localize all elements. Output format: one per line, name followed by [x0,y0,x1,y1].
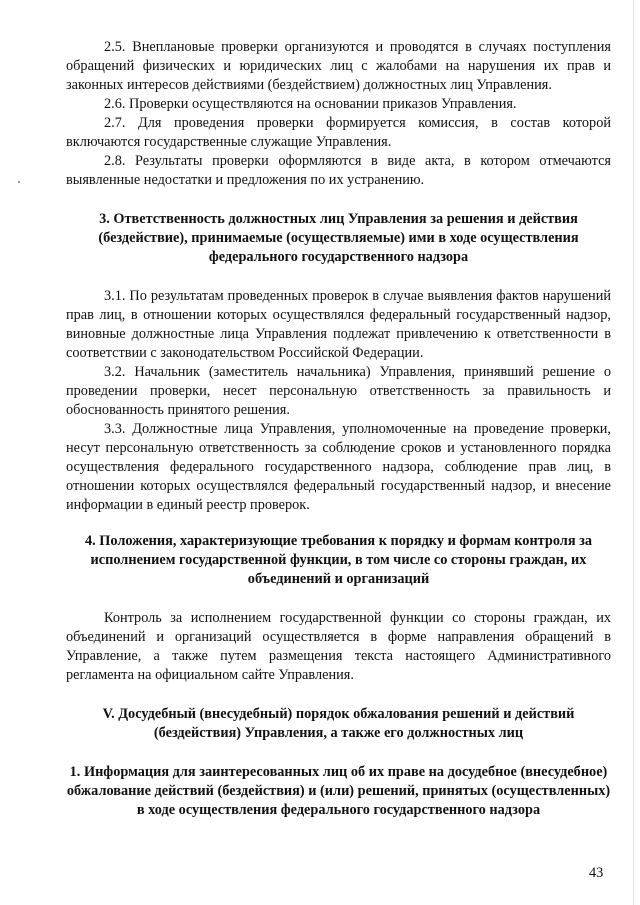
paragraph-2-5: 2.5. Внеплановые проверки организуются и проводятся в случаях поступления обращений физических и юридических лиц с жалобами на нарушения их прав и законных интересов действиями (бездействием) должностных лиц Управления. [66,39,611,93]
paragraph-4-control: Контроль за исполнением государственной функции со стороны граждан, их объединений и организаций осуществляется в форме направления обращений в Управление, а также путем размещения текста настоящего Административного регламента на официальном сайте Управления. [66,610,611,683]
page-number: 43 [589,865,604,881]
paragraph-2-8: 2.8. Результаты проверки оформляются в виде акта, в котором отмечаются выявленные недостатки и предложения по их устранению. [66,153,611,188]
subsection-v-1-heading: 1. Информация для заинтересованных лиц об их праве на досудебное (внесудебное) обжалование действий (бездействия) и (или) решений, принятых (осуществленных) в ходе осуществления федерального государственного надзора [66,764,611,818]
paragraph-3-3: 3.3. Должностные лица Управления, уполномоченные на проведение проверки, несут персональную ответственность за соблюдение сроков и установленного порядка осуществления федерального государственного надзора, соблюдение прав лиц, в отношении которых осуществлялся федеральный государственный надзор, и внесение информации в единый реестр проверок. [66,421,611,513]
scan-edge [633,0,634,905]
paragraph-2-6: 2.6. Проверки осуществляются на основании приказов Управления. [104,96,517,112]
paragraph-2-7: 2.7. Для проведения проверки формируется комиссия, в состав которой включаются государственные служащие Управления. [66,115,611,150]
section-4-heading: 4. Положения, характеризующие требования к порядку и формам контроля за исполнением государственной функции, в том числе со стороны граждан, их объединений и организаций [84,533,593,587]
paragraph-3-1: 3.1. По результатам проведенных проверок в случае выявления фактов нарушений прав лиц, в отношении которых осуществлялся федеральный государственный надзор, виновные должностные лица Управления подлежат привлечению к ответственности в соответствии с законодательством Российской Федерации. [66,288,611,361]
paragraph-3-2: 3.2. Начальник (заместитель начальника) Управления, принявший решение о проведении проверки, несет персональную ответственность за правильность и обоснованность принятого решения. [66,364,611,418]
page-body [66,38,611,820]
section-3-heading: 3. Ответственность должностных лиц Управления за решения и действия (бездействие), принимаемые (осуществляемые) ими в ходе осуществления федерального государственного надзора [98,211,579,265]
section-v-heading: V. Досудебный (внесудебный) порядок обжалования решений и действий (бездействия) Управления, а также его должностных лиц [102,706,575,741]
scan-mark [18,181,20,183]
